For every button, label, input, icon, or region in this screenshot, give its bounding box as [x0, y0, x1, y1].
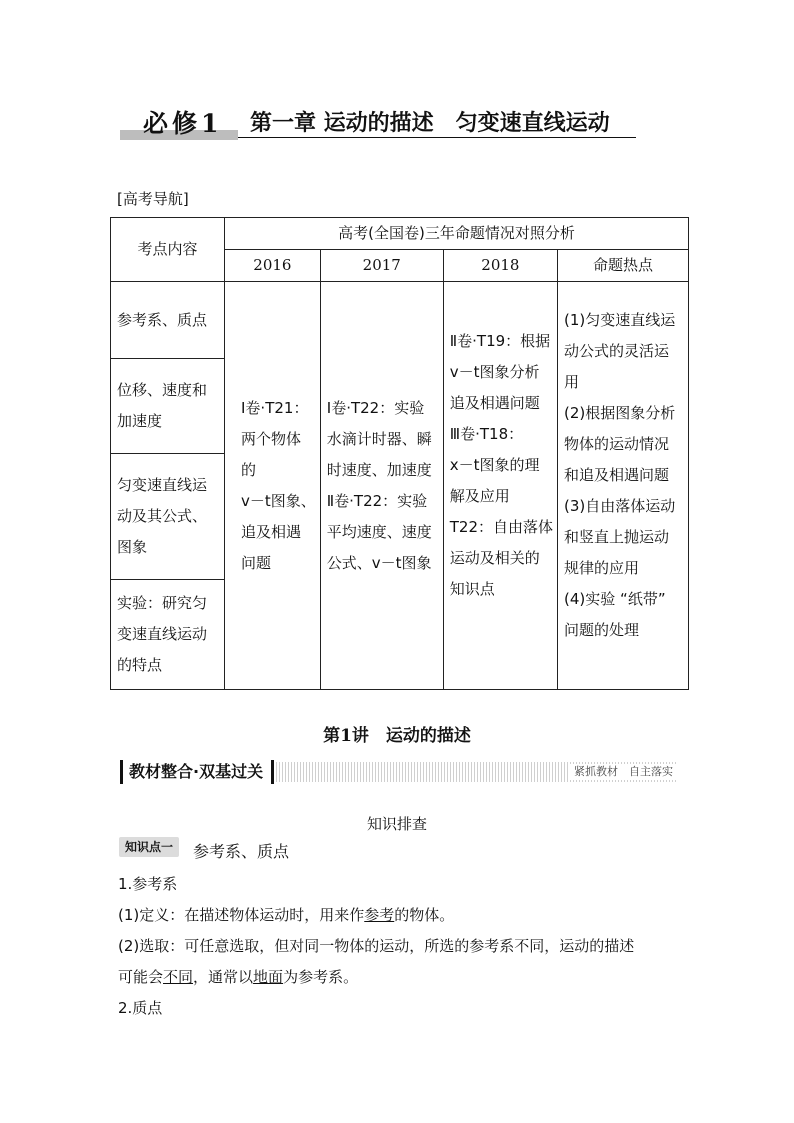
section-banner-label: 教材整合·双基过关 — [120, 760, 274, 784]
cell-2016-line: 追及相遇 — [241, 522, 302, 541]
group-header: 高考(全国卷)三年命题情况对照分析 — [225, 218, 689, 250]
col-topic-header: 考点内容 — [111, 218, 225, 282]
hot-line: 和竖直上抛运动 — [564, 528, 670, 546]
cell-2018-line: 解及应用 — [449, 487, 510, 505]
header-underline — [238, 137, 636, 138]
header-volume: 必修1 — [143, 109, 223, 138]
topic-line: 匀变速直线运 — [117, 476, 208, 494]
topic-line: 加速度 — [117, 412, 163, 430]
body-line-3: (2)选取：可任意选取，但对同一物体的运动，所选的参考系不同，运动的描述 — [118, 937, 635, 955]
knowledge-point-title: 参考系、质点 — [193, 842, 290, 861]
cell-2017-line: Ⅱ卷·T22：实验 — [326, 491, 428, 510]
cell-2017-line: Ⅰ卷·T22：实验 — [326, 398, 425, 417]
cell-2017-line: 平均速度、速度 — [326, 522, 432, 541]
hot-line: 和追及相遇问题 — [564, 466, 670, 484]
body-line-2 — [118, 904, 454, 925]
cell-2018-line: Ⅱ卷·T19：根据 — [449, 332, 551, 350]
cell-2018-line: v－t图象分析 — [449, 363, 540, 381]
underlined-answer: 地面 — [253, 968, 284, 986]
underlined-answer: 参考 — [364, 906, 395, 924]
cell-2017-line: 公式、v－t图象 — [326, 553, 432, 572]
topic-line: 变速直线运动 — [117, 625, 208, 643]
cell-2016 — [225, 282, 321, 690]
year-header-2016: 2016 — [225, 250, 321, 282]
text-span: 为参考系。 — [283, 968, 359, 986]
cell-2016-line: Ⅰ卷·T21： — [241, 398, 309, 417]
text-span: 可能会 — [118, 968, 164, 986]
body-line-4 — [118, 966, 358, 987]
topic-line: 图象 — [117, 538, 148, 556]
cell-2017 — [320, 282, 443, 690]
cell-hot-topics — [558, 282, 689, 690]
section-banner-subtitle: 紧抓教材 自主落实 — [570, 764, 677, 780]
cell-2018-line: Ⅲ卷·T18： — [449, 425, 524, 443]
lecture-title: 第1讲 运动的描述 — [323, 726, 471, 746]
hot-line: (1)匀变速直线运 — [564, 311, 676, 329]
exam-analysis-table — [110, 217, 689, 690]
underlined-answer: 不同 — [163, 968, 194, 986]
text-span: (1)定义：在描述物体运动时，用来作 — [118, 906, 365, 924]
topic-line: 参考系、质点 — [117, 310, 208, 329]
hot-line: 物体的运动情况 — [564, 435, 670, 453]
topic-cell-4 — [111, 580, 225, 690]
topic-cell-2 — [111, 359, 225, 454]
cell-2016-line: v－t图象、 — [241, 491, 316, 510]
exam-guide-label: [高考导航] — [117, 190, 189, 208]
topic-cell-3 — [111, 454, 225, 580]
cell-2018-line: 运动及相关的 — [449, 549, 540, 567]
cell-2018-line: 知识点 — [449, 580, 495, 598]
text-span: 的物体。 — [394, 906, 455, 924]
cell-2018-line: x－t图象的理 — [449, 456, 540, 474]
topic-line: 实验：研究匀 — [117, 594, 208, 612]
cell-2016-line: 问题 — [241, 553, 272, 572]
text-span: ，通常以 — [193, 968, 254, 986]
cell-2018 — [443, 282, 557, 690]
year-header-2017: 2017 — [320, 250, 443, 282]
hot-line: 动公式的灵活运 — [564, 342, 670, 360]
topic-cell-1 — [111, 282, 225, 359]
year-header-2018: 2018 — [443, 250, 557, 282]
cell-2017-line: 水滴计时器、瞬 — [326, 429, 432, 448]
topic-line: 的特点 — [117, 656, 163, 674]
cell-2017-line: 时速度、加速度 — [326, 460, 432, 479]
body-line-5: 2.质点 — [118, 999, 163, 1017]
hot-line: (2)根据图象分析 — [564, 404, 676, 422]
knowledge-point-badge: 知识点一 — [119, 837, 179, 857]
hot-topics-header: 命题热点 — [558, 250, 689, 282]
header-chapter-title: 第一章 运动的描述 匀变速直线运动 — [250, 110, 610, 136]
cell-2018-line: 追及相遇问题 — [449, 394, 540, 412]
hot-line: 规律的应用 — [564, 559, 640, 577]
hot-line: (4)实验 “纸带” — [564, 590, 666, 608]
body-line-1: 1.参考系 — [118, 875, 178, 893]
hot-line: (3)自由落体运动 — [564, 497, 676, 515]
hot-line: 用 — [564, 373, 580, 391]
topic-line: 位移、速度和 — [117, 381, 208, 399]
hot-line: 问题的处理 — [564, 621, 640, 639]
subheading: 知识排查 — [366, 815, 427, 833]
topic-line: 动及其公式、 — [117, 507, 208, 525]
cell-2016-line: 两个物体 — [241, 429, 302, 448]
cell-2016-line: 的 — [241, 460, 257, 479]
cell-2018-line: T22：自由落体 — [449, 518, 554, 536]
